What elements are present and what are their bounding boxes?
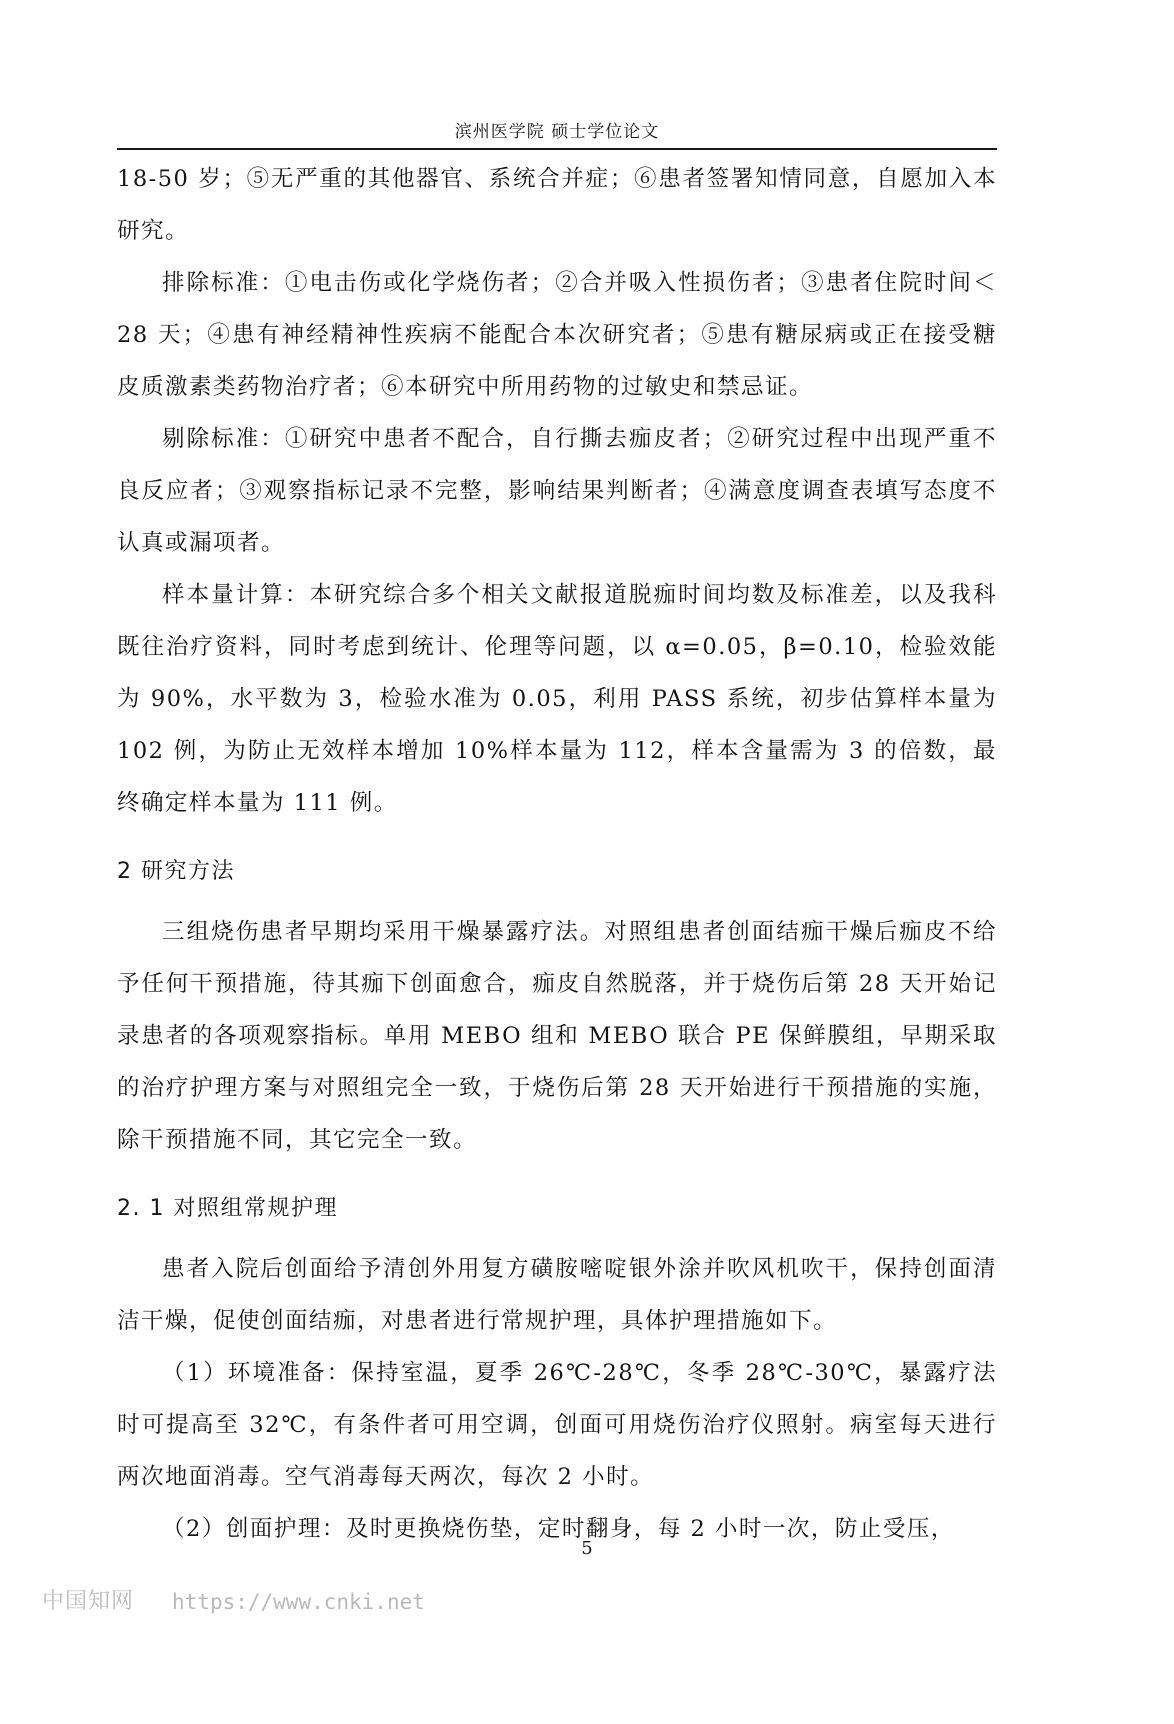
paragraph-environment: （1）环境准备：保持室温，夏季 26℃-28℃，冬季 28℃-30℃，暴露疗法时可提高至 32℃，有条件者可用空调，创面可用烧伤治疗仪照射。病室每天进行两次地面消毒。空气消毒每天两次，每次 2 小时。: [117, 1360, 997, 1490]
thesis-body: [117, 153, 997, 1555]
cnki-watermark: [42, 1588, 425, 1616]
watermark-url: https://www.cnki.net: [172, 1590, 425, 1614]
paragraph-inclusion-end: 18-50 岁；⑤无严重的其他器官、系统合并症；⑥患者签署知情同意，自愿加入本研究。: [117, 166, 997, 244]
paragraph-wound-care: （2）创面护理：及时更换烧伤垫，定时翻身，每 2 小时一次，防止受压，: [162, 1516, 955, 1542]
paragraph-elimination-criteria: 剔除标准：①研究中患者不配合，自行撕去痂皮者；②研究过程中出现严重不良反应者；③观察指标记录不完整，影响结果判断者；④满意度调查表填写态度不认真或漏项者。: [117, 426, 997, 556]
paragraph-control-care: 患者入院后创面给予清创外用复方磺胺嘧啶银外涂并吹风机吹干，保持创面清洁干燥，促使创面结痂，对患者进行常规护理，具体护理措施如下。: [117, 1256, 997, 1334]
paragraph-exclusion-criteria: 排除标准：①电击伤或化学烧伤者；②合并吸入性损伤者；③患者住院时间＜28 天；④患有神经精神性疾病不能配合本次研究者；⑤患有糖尿病或正在接受糖皮质激素类药物治疗者；⑥本研究中所用药物的过敏史和禁忌证。: [117, 270, 997, 400]
watermark-brand: 中国知网: [42, 1589, 135, 1614]
header-rule: [117, 148, 997, 150]
subsection-heading-control-care: 2. 1 对照组常规护理: [117, 1196, 338, 1221]
paragraph-methods-overview: 三组烧伤患者早期均采用干燥暴露疗法。对照组患者创面结痂干燥后痂皮不给予任何干预措施，待其痂下创面愈合，痂皮自然脱落，并于烧伤后第 28 天开始记录患者的各项观察指标。单用 MEBO 组和 MEBO 联合 PE 保鲜膜组，早期采取的治疗护理方案与对照组完全一致，于烧伤后第 28 天开始进行干预措施的实施，除干预措施不同，其它完全一致。: [117, 919, 997, 1153]
running-header: 滨州医学院 硕士学位论文: [454, 122, 660, 142]
page-number: 5: [581, 1538, 593, 1559]
paragraph-sample-size: 样本量计算：本研究综合多个相关文献报道脱痂时间均数及标准差，以及我科既往治疗资料，同时考虑到统计、伦理等问题，以 α=0.05，β=0.10，检验效能为 90%，水平数为 3，检验水准为 0.05，利用 PASS 系统，初步估算样本量为 102 例，为防止无效样本增加 10%样本量为 112，样本含量需为 3 的倍数，最终确定样本量为 111 例。: [117, 582, 997, 816]
section-heading-methods: 2 研究方法: [117, 859, 235, 884]
